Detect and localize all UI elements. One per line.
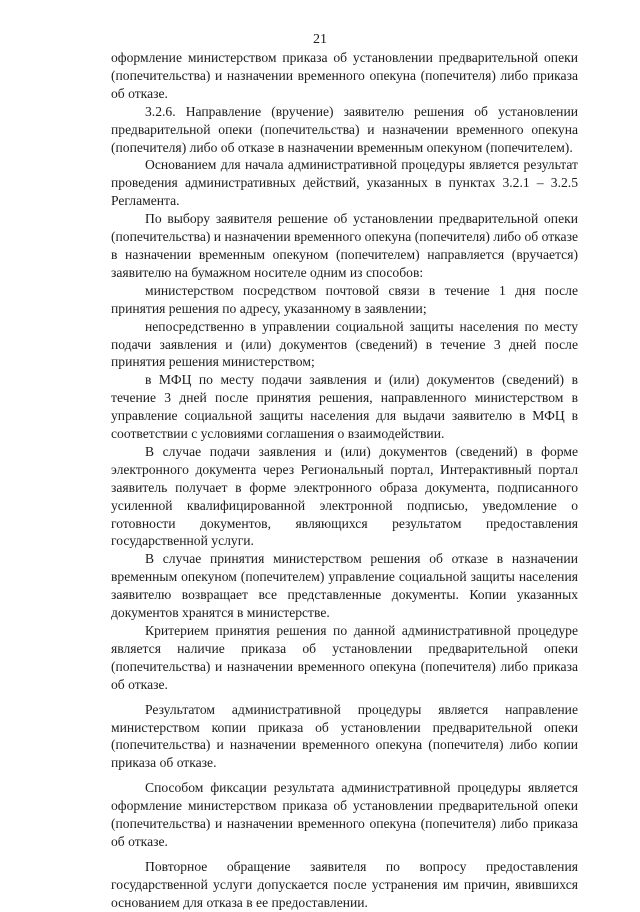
- paragraph-section-3-2-6: 3.2.6. Направление (вручение) заявителю решения об установлении предварительной опеки (попечительства) и назначении временного опекуна (попечителя) либо об отказе в назначении временным опекуном (попечителем).: [111, 103, 578, 155]
- paragraph-method-mfc: в МФЦ по месту подачи заявления и (или) документов (сведений) в течение 3 дней после принятия решения, направленного министерством в управление социальной защиты населения для выдачи заявителю в МФЦ в соответствии с условиями соглашения о взаимодействии.: [111, 372, 578, 442]
- paragraph-electronic: В случае подачи заявления и (или) документов (сведений) в форме электронного документа через Региональный портал, Интерактивный портал заявитель получает в форме электронного образа документа, подписанного усиленной квалифицированной электронной подписью, уведомление о готовности документов, являющихся результатом предоставления государственной услуги.: [111, 443, 578, 549]
- paragraph-method-direct: непосредственно в управлении социальной защиты населения по месту подачи заявления и (или) документов (сведений) в течение 3 дней после принятия решения министерством;: [111, 318, 578, 370]
- paragraph-delivery-methods: По выбору заявителя решение об установлении предварительной опеки (попечительства) и назначении временного опекуна (попечителя) либо об отказе в назначении временным опекуном (попечителем) направляется (вручается) заявителю на бумажном носителе одним из способов:: [111, 211, 578, 280]
- paragraph-method-mail: министерством посредством почтовой связи в течение 1 дня после принятия решения по адресу, указанному в заявлении;: [111, 282, 578, 316]
- document-body: [111, 49, 578, 912]
- paragraph-fixation: Способом фиксации результата административной процедуры является оформление министерством приказа об установлении предварительной опеки (попечительства) и назначении временного опекуна (попечителя) либо приказа об отказе.: [111, 780, 578, 849]
- paragraph-refusal: В случае принятия министерством решения об отказе в назначении временным опекуном (попечителем) управление социальной защиты населения заявителю возвращает все представленные документы. Копии указанных документов хранятся в министерстве.: [111, 551, 578, 621]
- paragraph-repeat-request: Повторное обращение заявителя по вопросу предоставления государственной услуги допускается после устранения им причин, явившихся основанием для отказа в ее предоставлении.: [111, 858, 578, 910]
- paragraph-continuation: оформление министерством приказа об установлении предварительной опеки (попечительства) и назначении временного опекуна (попечителя) либо приказа об отказе.: [111, 50, 578, 101]
- paragraph-criterion: Критерием принятия решения по данной административной процедуре является наличие приказа об установлении предварительной опеки (попечительства) и назначении временного опекуна (попечителя) либо приказа об отказе.: [111, 623, 578, 692]
- paragraph-result: Результатом административной процедуры является направление министерством копии приказа об установлении предварительной опеки (попечительства) и назначении временного опекуна (попечителя) либо копии приказа об отказе.: [111, 701, 578, 771]
- page-number: 21: [313, 32, 327, 47]
- paragraph-basis: Основанием для начала административной процедуры является результат проведения административных действий, указанных в пунктах 3.2.1 – 3.2.5 Регламента.: [111, 157, 578, 209]
